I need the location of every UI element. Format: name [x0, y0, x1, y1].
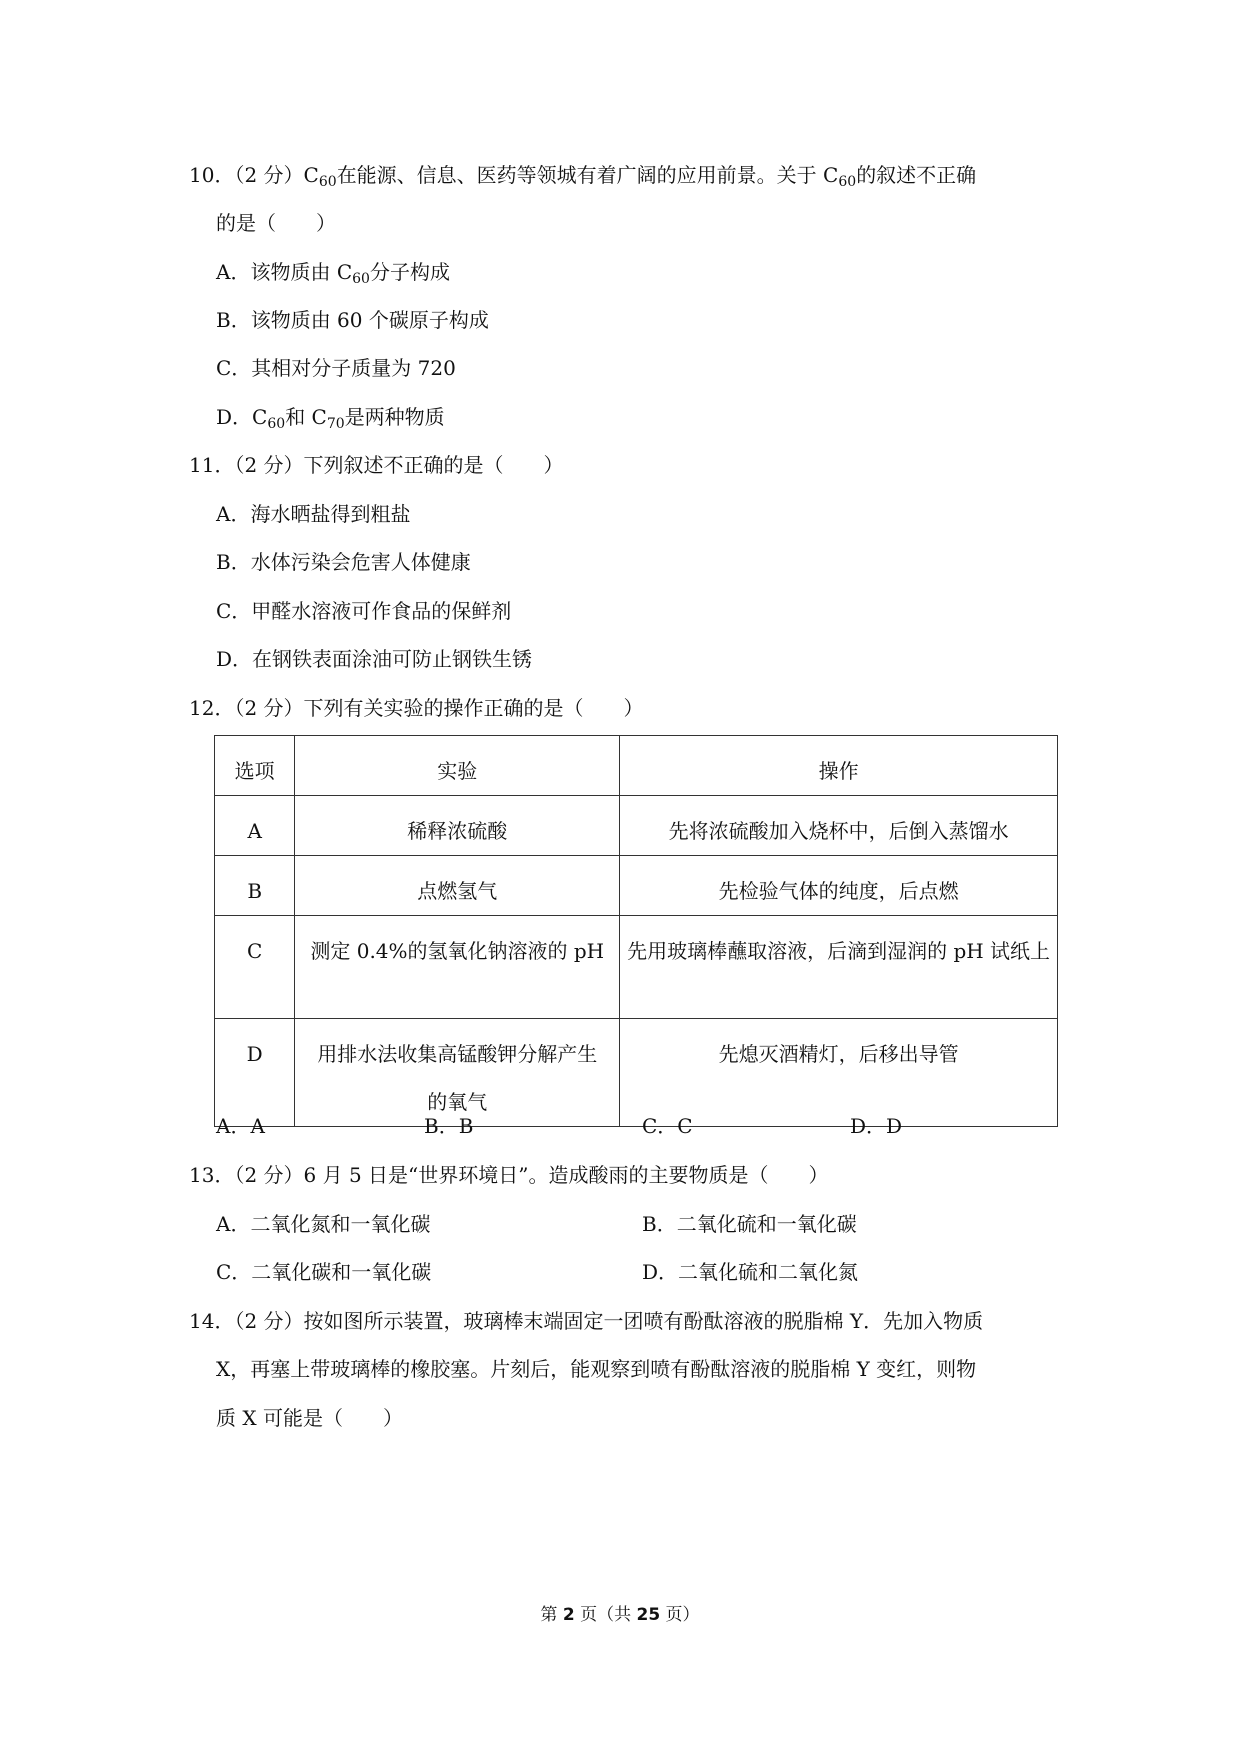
table-cell: D — [215, 1019, 295, 1127]
q10-score: （2 分） — [234, 163, 304, 187]
table-cell: C — [215, 916, 295, 1019]
q10-stem-line1 — [189, 163, 977, 190]
q10-option-c: C．其相对分子质量为 720 — [216, 356, 456, 380]
q12-option-d: D．D — [850, 1114, 903, 1138]
chem-c60: $C_{60}$ — [303, 163, 337, 190]
q10-option-a: A．该物质由 $C_{60}$分子构成 — [216, 260, 450, 287]
chem-c60: $C_{60}$ — [252, 405, 286, 432]
table-cell: 点燃氢气 — [295, 856, 620, 916]
q11-option-a: A．海水晒盐得到粗盐 — [216, 502, 411, 526]
q14-stem-line3: 质 X 可能是（ ） — [216, 1406, 403, 1430]
table-cell: 先将浓硫酸加入烧杯中，后倒入蒸馏水 — [620, 796, 1058, 856]
current-page-number: 2 — [562, 1605, 575, 1625]
table-header-cell: 选项 — [215, 736, 295, 796]
table-cell: A — [215, 796, 295, 856]
q13-option-b: B．二氧化硫和一氧化碳 — [642, 1212, 857, 1236]
q10-number: 10． — [189, 163, 235, 187]
q10-option-d: D．$C_{60}$和 $C_{70}$是两种物质 — [216, 405, 445, 432]
q14-stem-line2: X，再塞上带玻璃棒的橡胶塞。片刻后，能观察到喷有酚酞溶液的脱脂棉 Y 变红，则物 — [216, 1357, 977, 1381]
page-footer: 第 2 页（共 25 页） — [540, 1605, 700, 1625]
table-cell: 测定 0.4%的氢氧化钠溶液的 pH — [295, 916, 620, 1019]
table-cell: 先检验气体的纯度，后点燃 — [620, 856, 1058, 916]
q11-option-c: C．甲醛水溶液可作食品的保鲜剂 — [216, 599, 512, 623]
table-row — [215, 856, 1058, 916]
chem-c60: $C_{60}$ — [823, 163, 857, 190]
chem-c70: $C_{70}$ — [311, 405, 345, 432]
q13-option-c: C．二氧化碳和一氧化碳 — [216, 1260, 432, 1284]
table-row — [215, 1019, 1058, 1127]
q10-text-a: 在能源、信息、医药等领城有着广阔的应用前景。关于 — [336, 163, 824, 187]
total-pages-number: 25 — [636, 1605, 661, 1625]
table-header-cell: 操作 — [620, 736, 1058, 796]
q11-option-d: D．在钢铁表面涂油可防止钢铁生锈 — [216, 647, 533, 671]
q10-stem-line2: 的是（ ） — [216, 211, 336, 235]
q12-option-a: A．A — [216, 1114, 265, 1138]
q13-stem: 13．（2 分）6 月 5 日是“世界环境日”。造成酸雨的主要物质是（ ） — [189, 1163, 829, 1187]
table-row — [215, 916, 1058, 1019]
q13-option-a: A．二氧化氮和一氧化碳 — [216, 1212, 431, 1236]
table-row — [215, 796, 1058, 856]
table-cell: B — [215, 856, 295, 916]
table-cell: 先用玻璃棒蘸取溶液，后滴到湿润的 pH 试纸上 — [620, 916, 1058, 1019]
q10-option-b: B．该物质由 60 个碳原子构成 — [216, 308, 489, 332]
table-header-cell: 实验 — [295, 736, 620, 796]
q12-option-c: C．C — [642, 1114, 693, 1138]
q10-text-b: 的叙述不正确 — [856, 163, 977, 187]
chem-c60: $C_{60}$ — [336, 260, 370, 287]
q11-stem: 11．（2 分）下列叙述不正确的是（ ） — [189, 453, 564, 477]
table-cell: 用排水法收集高锰酸钾分解产生的氧气 — [295, 1019, 620, 1127]
q12-option-b: B．B — [424, 1114, 474, 1138]
q12-operations-table — [214, 735, 1058, 1127]
table-cell: 先熄灭酒精灯，后移出导管 — [620, 1019, 1058, 1127]
q13-option-d: D．二氧化硫和二氧化氮 — [642, 1260, 859, 1284]
q12-stem: 12．（2 分）下列有关实验的操作正确的是（ ） — [189, 696, 644, 720]
q11-option-b: B．水体污染会危害人体健康 — [216, 550, 471, 574]
table-cell: 稀释浓硫酸 — [295, 796, 620, 856]
table-header-row — [215, 736, 1058, 796]
q14-stem-line1: 14．（2 分）按如图所示装置，玻璃棒末端固定一团喷有酚酞溶液的脱脂棉 Y．先加入物质 — [189, 1309, 984, 1333]
